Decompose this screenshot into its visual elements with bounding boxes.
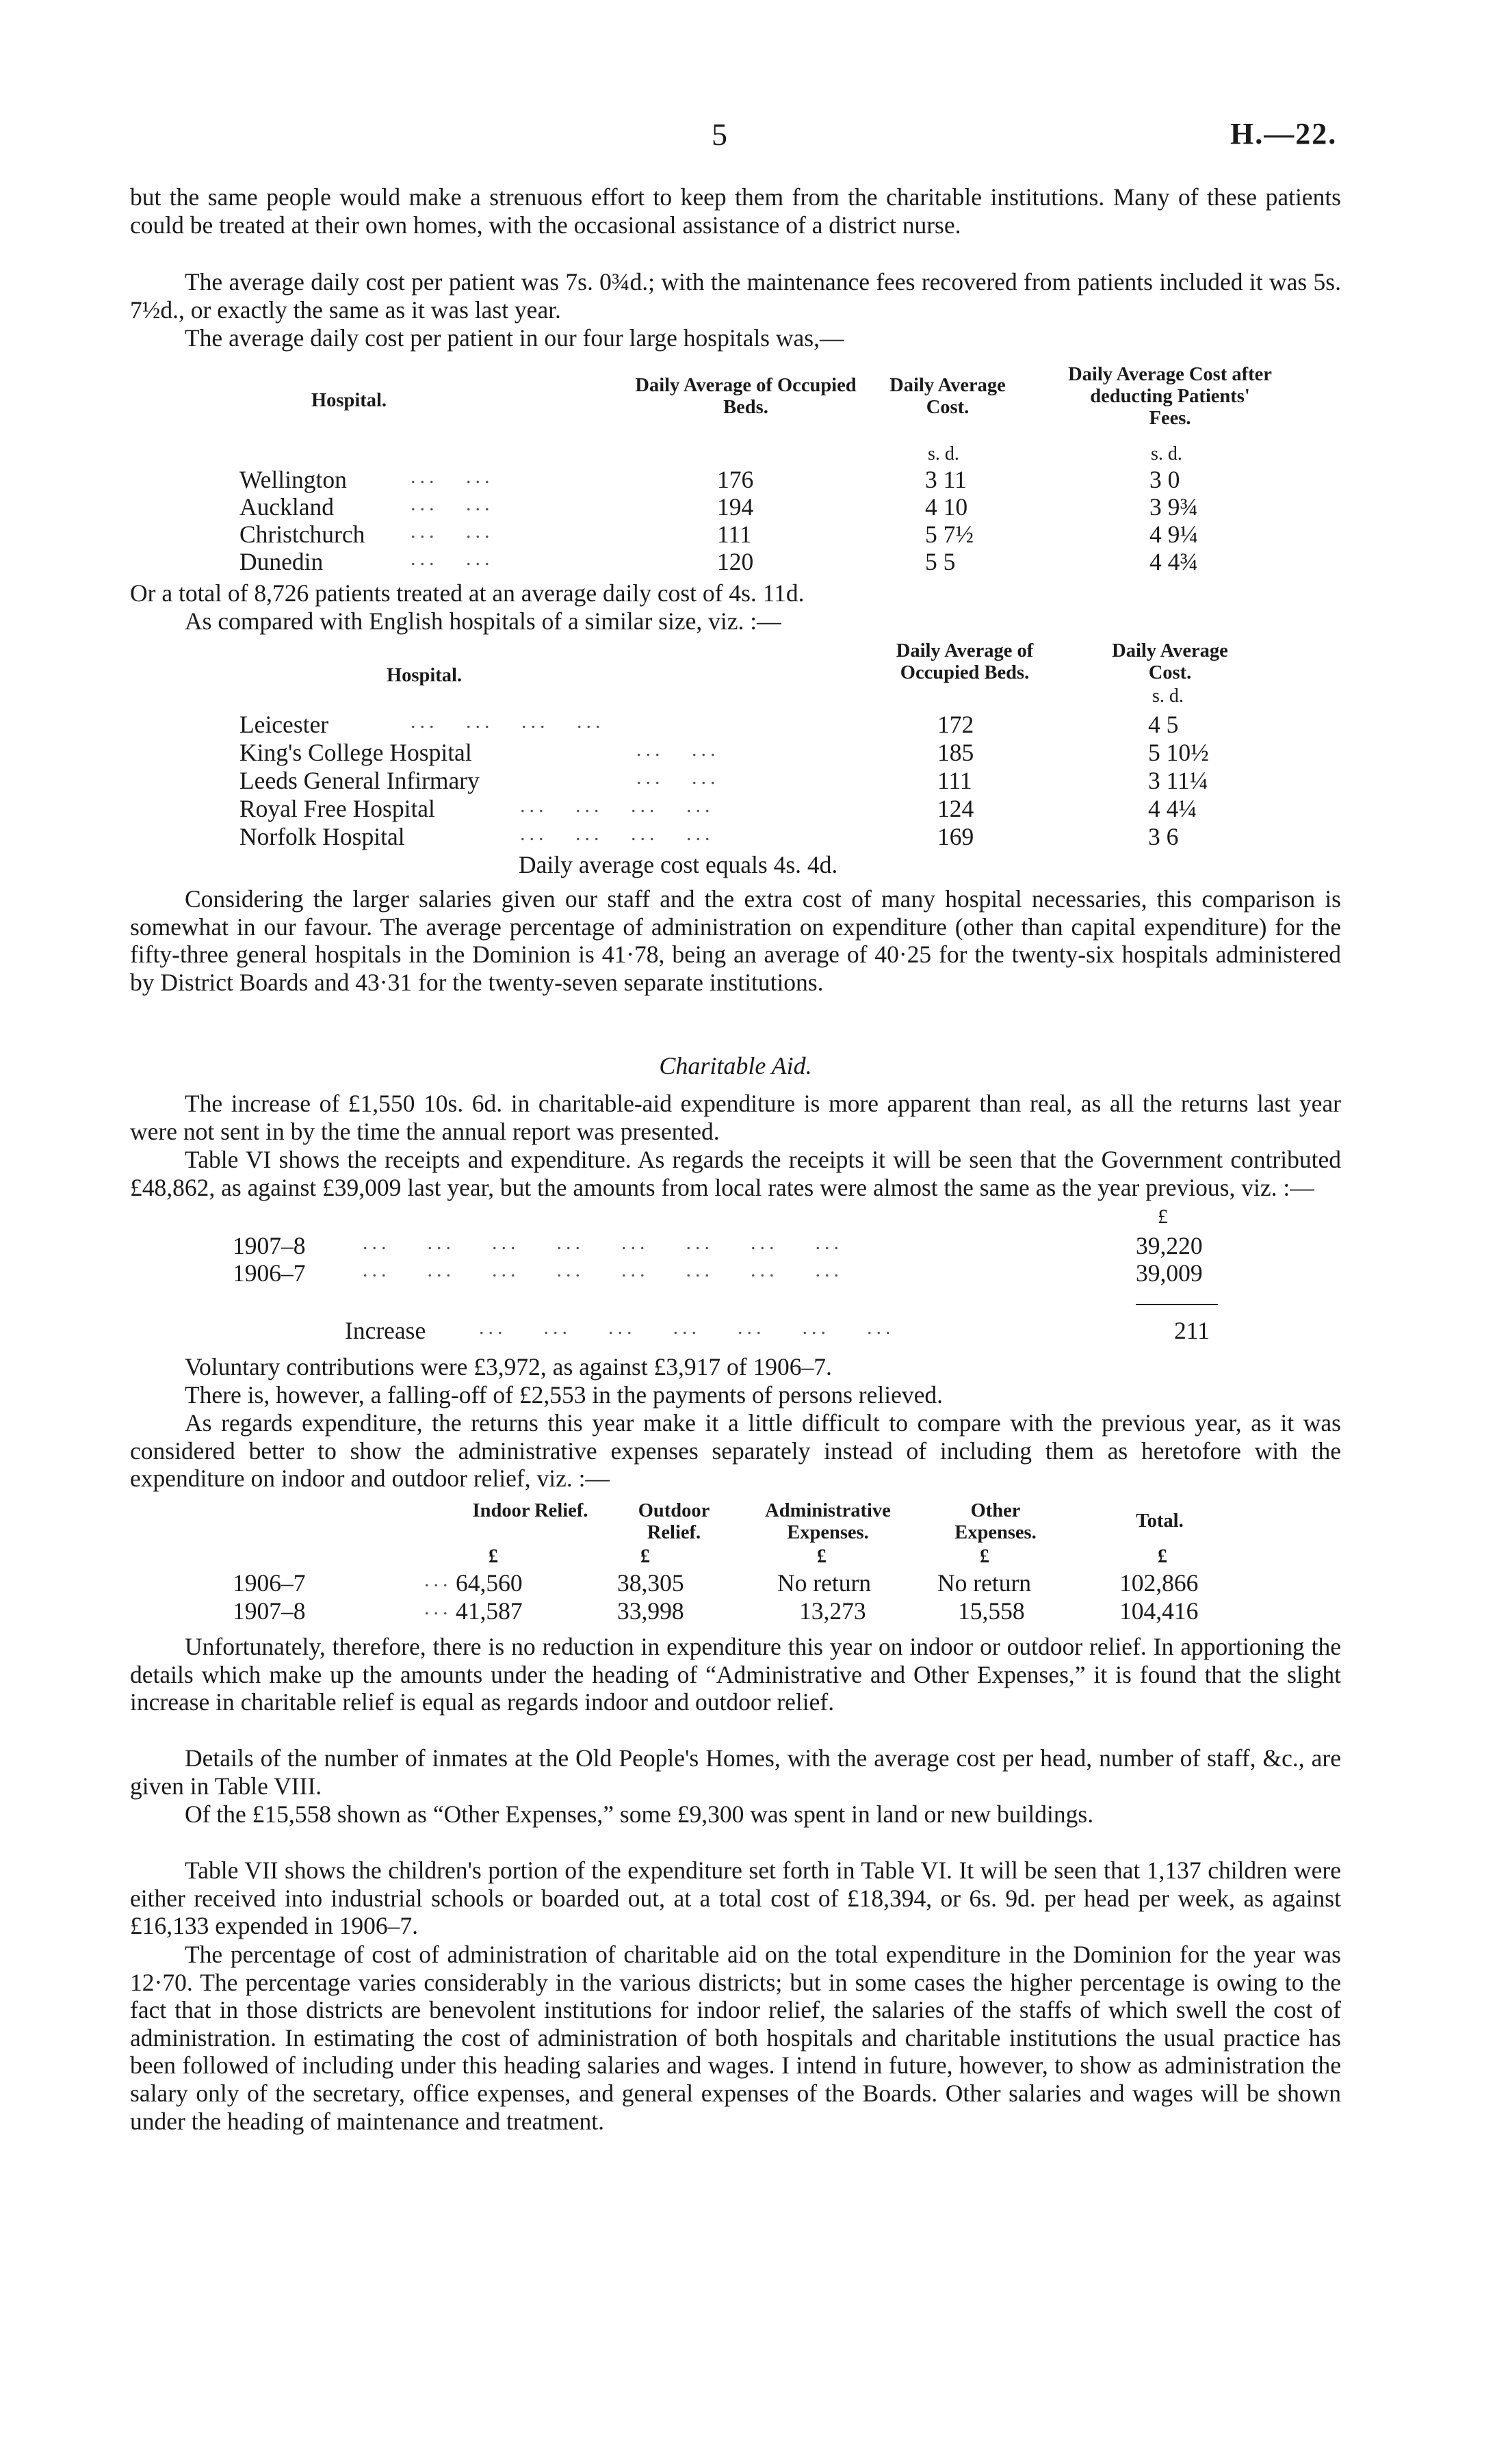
rates-amount: 39,009 [1136, 1259, 1203, 1287]
cost-value: 4 4¼ [1148, 795, 1197, 822]
leader-dots: ... ... [411, 520, 494, 542]
exp-col-other: Other Expenses. [954, 1500, 1037, 1543]
admin-value: 13,273 [799, 1597, 866, 1625]
nz-col-beds: Daily Average of Occupied Beds. [635, 375, 857, 418]
compare-line: As compared with English hospitals of a similar size, viz. :— [185, 607, 781, 635]
sum-rule [1136, 1304, 1218, 1305]
nz-col-hospital: Hospital. [311, 390, 387, 411]
net-cost-value: 4 4¾ [1149, 548, 1198, 575]
closing-paragraph-1: Unfortunately, therefore, there is no reduction in expenditure this year on indoor or outdoor relief. In apportioning the details which make up the amounts under the heading of “Administrative and Other Expenses,” it is found that the slight increase in charitable relief is equal as regards indoor and outdoor relief. [130, 1633, 1341, 1716]
cost-value: 4 5 [1148, 711, 1179, 738]
rates-year: 1906–7 [233, 1259, 306, 1287]
eng-col-beds: Daily Average of Occupied Beds. [896, 640, 1034, 683]
beds-value: 176 [717, 466, 754, 493]
cost-value: 4 10 [925, 493, 968, 521]
leader-dots: ... ... [411, 493, 494, 515]
leader-dots: ... ... [411, 547, 494, 570]
table-row [239, 520, 365, 549]
increase-label: Increase [345, 1317, 426, 1344]
exp-col-total: Total. [1136, 1510, 1184, 1532]
admin-value: No return [777, 1569, 872, 1597]
hospital-name: Norfolk Hospital [239, 823, 405, 850]
closing-paragraph-3: Of the £15,558 shown as “Other Expenses,” some £9,300 was spent in land or new buildings. [185, 1800, 1094, 1828]
indoor-value: 41,587 [456, 1597, 523, 1625]
page-number: 5 [712, 117, 727, 152]
considering-paragraph: Considering the larger salaries given our staff and the extra cost of many hospital necessaries, this comparison is somewhat in our favour. The average percentage of administration on expenditure (other than capital expenditure) for the fifty-three general hospitals in the Dominion is 41·78, being an average of 40·25 for the twenty-six hospitals administered by District Boards and 43·31 for the twenty-seven separate institutions. [130, 885, 1341, 996]
eng-footer: Daily average cost equals 4s. 4d. [519, 851, 838, 878]
closing-paragraph-4: Table VII shows the children's portion of the expenditure set forth in Table VI. It will be seen that 1,137 children were either received into industrial schools or boarded out, at a total cost of £18,394, or 6s. 9d. per head per week, as against £16,133 expended in 1906–7. [130, 1857, 1341, 1940]
exp-col-indoor: Indoor Relief. [472, 1500, 588, 1521]
closing-paragraph-2: Details of the number of inmates at the Old People's Homes, with the average cost per head, number of staff, &c., are given in Table VIII. [130, 1744, 1341, 1800]
other-value: No return [937, 1569, 1032, 1597]
outdoor-value: 38,305 [617, 1569, 684, 1597]
cost-value: 5 5 [925, 548, 956, 575]
outdoor-value: 33,998 [617, 1597, 684, 1625]
nz-col-cost: Daily Average Cost. [889, 375, 1006, 418]
hospital-name: King's College Hospital [239, 739, 472, 766]
net-cost-value: 3 0 [1149, 466, 1180, 493]
section-heading: Charitable Aid. [659, 1052, 812, 1079]
leader-dots: ... ... ... ... [411, 710, 605, 733]
hospital-name: Dunedin [239, 548, 324, 575]
leader-dots: ... ... ... ... ... ... ... [479, 1316, 895, 1339]
beds-value: 169 [937, 823, 974, 850]
leader-dots: ... ... [636, 738, 720, 761]
intro-paragraph-1: but the same people would make a strenuous effort to keep them from the charitable institutions. Many of these patients could be treated at their own homes, with the occasional assistance of a district nurse. [130, 183, 1341, 239]
intro-paragraph-2: The average daily cost per patient was 7s. 0¾d.; with the maintenance fees recovered from patients included it was 5s. 7½d., or exactly the same as it was last year. [130, 268, 1341, 324]
other-value: 15,558 [958, 1597, 1025, 1625]
beds-value: 185 [937, 739, 974, 766]
exp-unit: £ [980, 1546, 989, 1567]
exp-unit: £ [817, 1546, 827, 1567]
cost-value: 5 10½ [1148, 739, 1209, 766]
nz-net-units: s. d. [1151, 443, 1182, 464]
leader-dots: ... [424, 1569, 452, 1591]
hospital-name: Leicester [239, 711, 329, 738]
exp-year: 1906–7 [233, 1569, 306, 1597]
total-value: 102,866 [1119, 1569, 1199, 1597]
total-value: 104,416 [1119, 1597, 1199, 1625]
voluntary-line: Voluntary contributions were £3,972, as against £3,917 of 1906–7. [185, 1353, 832, 1380]
exp-unit: £ [489, 1546, 498, 1567]
document-id: H.—22. [1230, 117, 1338, 150]
hospital-name: Leeds General Infirmary [239, 767, 480, 794]
nz-total-line: Or a total of 8,726 patients treated at an average daily cost of 4s. 11d. [130, 579, 805, 607]
falling-off-line: There is, however, a falling-off of £2,553 in the payments of persons relieved. [185, 1381, 943, 1408]
cost-value: 3 11 [925, 466, 967, 493]
leader-dots: ... ... ... ... ... ... ... ... [363, 1231, 843, 1254]
increase-value: 211 [1174, 1317, 1210, 1344]
charitable-paragraph-2: Table VI shows the receipts and expenditure. As regards the receipts it will be seen that the Government contributed £48,862, as against £39,009 last year, but the amounts from local rates were almost the same as the year previous, viz. :— [130, 1146, 1341, 1201]
exp-col-outdoor: Outdoor Relief. [638, 1500, 710, 1543]
exp-col-admin: Administrative Expenses. [765, 1500, 891, 1543]
hospital-name: Royal Free Hospital [239, 795, 435, 822]
rates-year: 1907–8 [233, 1232, 306, 1259]
exp-year: 1907–8 [233, 1597, 306, 1625]
leader-dots: ... ... [411, 465, 494, 488]
closing-paragraph-5: The percentage of cost of administration of charitable aid on the total expenditure in the Dominion for the year was 12·70. The percentage varies considerably in the various districts; but in some cases the higher percentage is owing to the fact that in those districts are benevolent institutions for indoor relief, the salaries of the staffs of which swell the cost of administration. In estimating the cost of administration of both hospitals and charitable institutions the usual practice has been followed of including under this heading salaries and wages. I intend in future, however, to show as administration the salary only of the secretary, office expenses, and general expenses of the Boards. Other salaries and wages will be shown under the heading of maintenance and treatment. [130, 1941, 1341, 2135]
leader-dots: ... ... ... ... [520, 794, 714, 817]
nz-cost-units: s. d. [928, 443, 959, 464]
beds-value: 120 [717, 548, 754, 575]
eng-col-hospital: Hospital. [386, 665, 463, 686]
leader-dots: ... ... ... ... ... ... ... ... [363, 1259, 843, 1281]
net-cost-value: 3 9¾ [1149, 493, 1198, 521]
expenditure-paragraph: As regards expenditure, the returns this year make it a little difficult to compare with the previous year, as it was considered better to show the administrative expenses separately instead of including them as heretofore with the expenditure on indoor and outdoor relief, viz. :— [130, 1409, 1341, 1493]
hospital-name: Christchurch [239, 521, 365, 548]
net-cost-value: 4 9¼ [1149, 521, 1198, 548]
cost-value: 3 6 [1148, 823, 1179, 850]
rates-amount: 39,220 [1136, 1232, 1203, 1259]
beds-value: 111 [717, 521, 752, 548]
beds-value: 194 [717, 493, 754, 521]
table-row [239, 547, 323, 576]
table-row [239, 465, 347, 494]
intro-paragraph-3: The average daily cost per patient in our four large hospitals was,— [185, 324, 844, 352]
table-row [239, 766, 480, 795]
table-row [239, 738, 472, 767]
table-row [239, 822, 405, 851]
exp-unit: £ [640, 1546, 650, 1567]
indoor-value: 64,560 [456, 1569, 523, 1597]
eng-cost-units: s. d. [1152, 685, 1184, 707]
beds-value: 172 [937, 711, 974, 738]
nz-col-net-cost: Daily Average Cost after deducting Patients' Fees. [1068, 364, 1272, 429]
cost-value: 5 7½ [925, 521, 974, 548]
rates-unit: £ [1158, 1205, 1168, 1228]
leader-dots: ... ... ... ... [520, 822, 714, 845]
table-row [239, 493, 334, 521]
table-row [239, 710, 328, 739]
beds-value: 124 [937, 795, 974, 822]
leader-dots: ... [424, 1597, 452, 1619]
hospital-name: Wellington [239, 466, 347, 493]
table-row [239, 794, 435, 823]
cost-value: 3 11¼ [1148, 767, 1208, 794]
exp-unit: £ [1158, 1546, 1167, 1567]
eng-col-cost: Daily Average Cost. [1112, 640, 1228, 683]
leader-dots: ... ... [636, 766, 720, 789]
charitable-paragraph-1: The increase of £1,550 10s. 6d. in charitable-aid expenditure is more apparent than real, as all the returns last year were not sent in by the time the annual report was presented. [130, 1090, 1341, 1145]
beds-value: 111 [937, 767, 972, 794]
hospital-name: Auckland [239, 493, 335, 521]
